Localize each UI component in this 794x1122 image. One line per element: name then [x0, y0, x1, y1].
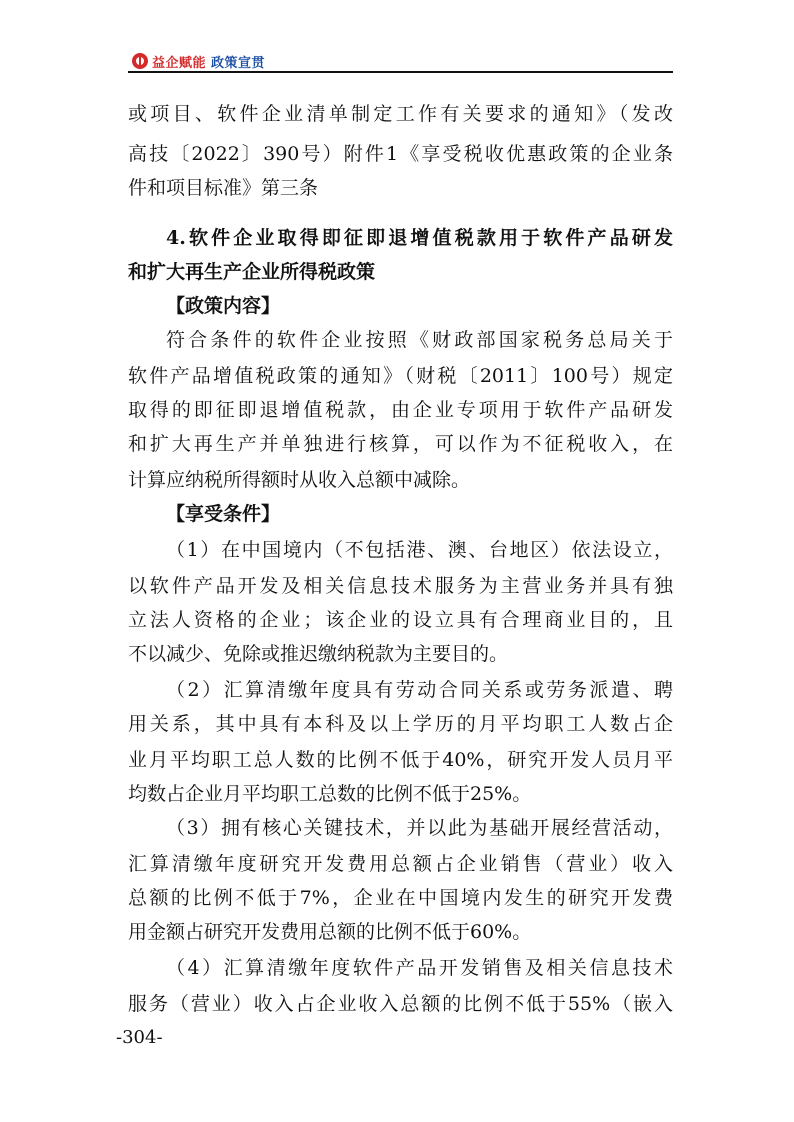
text-line: 件和项目标准》第三条 — [128, 177, 319, 199]
text-line: （2）汇算清缴年度具有劳动合同关系或劳务派遣、聘 — [166, 679, 673, 701]
brand-slogan: 政策宣贯 — [211, 56, 266, 71]
text-line: 用金额占研究开发费用总额的比例不低于60%。 — [128, 921, 532, 943]
text-line: （4）汇算清缴年度软件产品开发销售及相关信息技术 — [166, 957, 673, 979]
text-line: 高技〔2022〕390号）附件1《享受税收优惠政策的企业条 — [128, 143, 673, 165]
text-line: 均数占企业月平均职工总数的比例不低于25%。 — [128, 783, 532, 805]
header-rule — [128, 71, 673, 73]
text-line: 或项目、软件企业清单制定工作有关要求的通知》（发改 — [128, 103, 673, 125]
text-line: 不以减少、免除或推迟缴纳税款为主要目的。 — [128, 643, 509, 665]
section-heading: 和扩大再生产企业所得税政策 — [128, 261, 376, 283]
brand-name: 益企赋能 — [152, 56, 207, 71]
text-line: 软件产品增值税政策的通知》（财税〔2011〕100号）规定 — [128, 365, 673, 387]
text-line: 服务（营业）收入占企业收入总额的比例不低于55%（嵌入 — [128, 993, 673, 1015]
text-line: 计算应纳税所得额时从收入总额中减除。 — [128, 469, 471, 491]
page-header — [128, 50, 673, 72]
text-line: （1）在中国境内（不包括港、澳、台地区）依法设立， — [166, 539, 673, 561]
text-line: （3）拥有核心关键技术，并以此为基础开展经营活动， — [166, 817, 673, 839]
text-line: 符合条件的软件企业按照《财政部国家税务总局关于 — [166, 329, 673, 351]
text-line: 以软件产品开发及相关信息技术服务为主营业务并具有独 — [128, 575, 673, 597]
text-line: 业月平均职工总人数的比例不低于40%，研究开发人员月平 — [128, 749, 673, 771]
subheading-conditions: 【享受条件】 — [166, 503, 281, 525]
page-number: -304- — [116, 1027, 163, 1048]
text-line: 总额的比例不低于7%，企业在中国境内发生的研究开发费 — [128, 887, 673, 909]
text-line: 和扩大再生产并单独进行核算，可以作为不征税收入，在 — [128, 433, 673, 455]
text-line: 取得的即征即退增值税款，由企业专项用于软件产品研发 — [128, 399, 673, 421]
brand-text — [152, 52, 265, 71]
text-line: 汇算清缴年度研究开发费用总额占企业销售（营业）收入 — [128, 853, 673, 875]
circle-logo-icon — [132, 53, 148, 69]
subheading-policy-content: 【政策内容】 — [166, 295, 281, 317]
text-line: 用关系，其中具有本科及以上学历的月平均职工人数占企 — [128, 713, 673, 735]
text-line: 立法人资格的企业；该企业的设立具有合理商业目的，且 — [128, 609, 673, 631]
section-heading: 4.软件企业取得即征即退增值税款用于软件产品研发 — [166, 227, 673, 249]
